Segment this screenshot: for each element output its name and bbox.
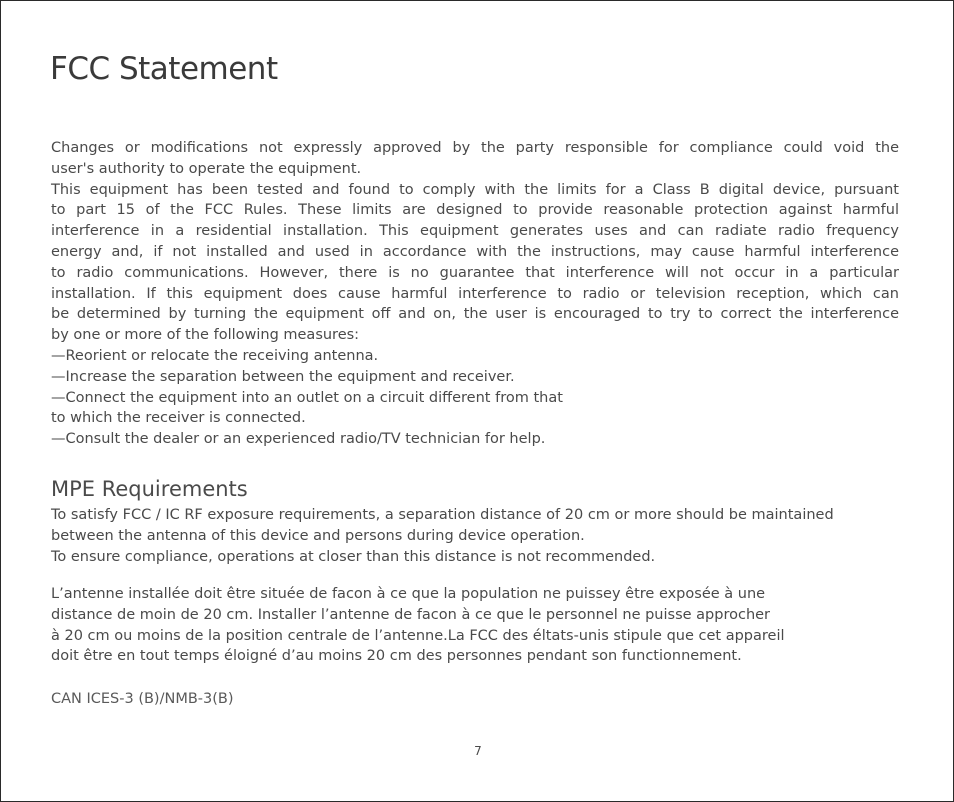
fcc-line: installation. If this equipment does cause harmful interference to radio or television reception, which can [51, 285, 899, 302]
mpe-line: To ensure compliance, operations at closer than this distance is not recommended. [51, 548, 656, 565]
fcc-line: to part 15 of the FCC Rules. These limits are designed to provide reasonable protection against harmful [51, 202, 899, 219]
fcc-line: interference in a residential installation. This equipment generates uses and can radiate radio frequency [51, 223, 899, 240]
french-line: L’antenne installée doit être située de facon à ce que la population ne puissey être exposée à une [51, 586, 766, 602]
fcc-measure-item: —Consult the dealer or an experienced radio/TV technician for help. [51, 431, 546, 448]
page-number: 7 [474, 744, 482, 758]
fcc-line: This equipment has been tested and found to comply with the limits for a Class B digital device, pursuant [51, 181, 899, 198]
mpe-requirements-body [51, 505, 899, 567]
fcc-line: to radio communications. However, there is no guarantee that interference will not occur in a particular [51, 264, 899, 281]
mpe-heading: MPE Requirements [51, 477, 248, 501]
fcc-measure-item: —Increase the separation between the equipment and receiver. [51, 368, 515, 385]
mpe-line: To satisfy FCC / IC RF exposure requirements, a separation distance of 20 cm or more should be maintained [51, 507, 834, 523]
fcc-statement-body [51, 138, 899, 450]
french-line: doit être en tout temps éloigné d’au moins 20 cm des personnes pendant son functionnement. [51, 648, 742, 665]
french-line: à 20 cm ou moins de la position centrale de l’antenne.La FCC des éltats-unis stipule que cet appareil [51, 627, 785, 644]
mpe-line: between the antenna of this device and persons during device operation. [51, 527, 585, 544]
french-rf-notice [51, 584, 899, 667]
fcc-measure-item: —Reorient or relocate the receiving antenna. [51, 347, 379, 364]
fcc-measure-item: to which the receiver is connected. [51, 410, 306, 427]
fcc-measure-item: —Connect the equipment into an outlet on a circuit different from that [51, 389, 563, 406]
french-line: distance de moin de 20 cm. Installer l’antenne de facon à ce que le personnel ne puisse approcher [51, 606, 771, 623]
fcc-line: energy and, if not installed and used in accordance with the instructions, may cause harmful interference [51, 243, 899, 260]
page-title: FCC Statement [50, 51, 278, 87]
fcc-line: by one or more of the following measures: [51, 327, 360, 344]
ices-compliance-label: CAN ICES-3 (B)/NMB-3(B) [51, 691, 234, 707]
fcc-line: be determined by turning the equipment off and on, the user is encouraged to try to correct the interference [51, 306, 899, 323]
fcc-line: Changes or modifications not expressly approved by the party responsible for compliance could void the [51, 140, 899, 156]
fcc-line: user's authority to operate the equipment. [51, 160, 362, 177]
